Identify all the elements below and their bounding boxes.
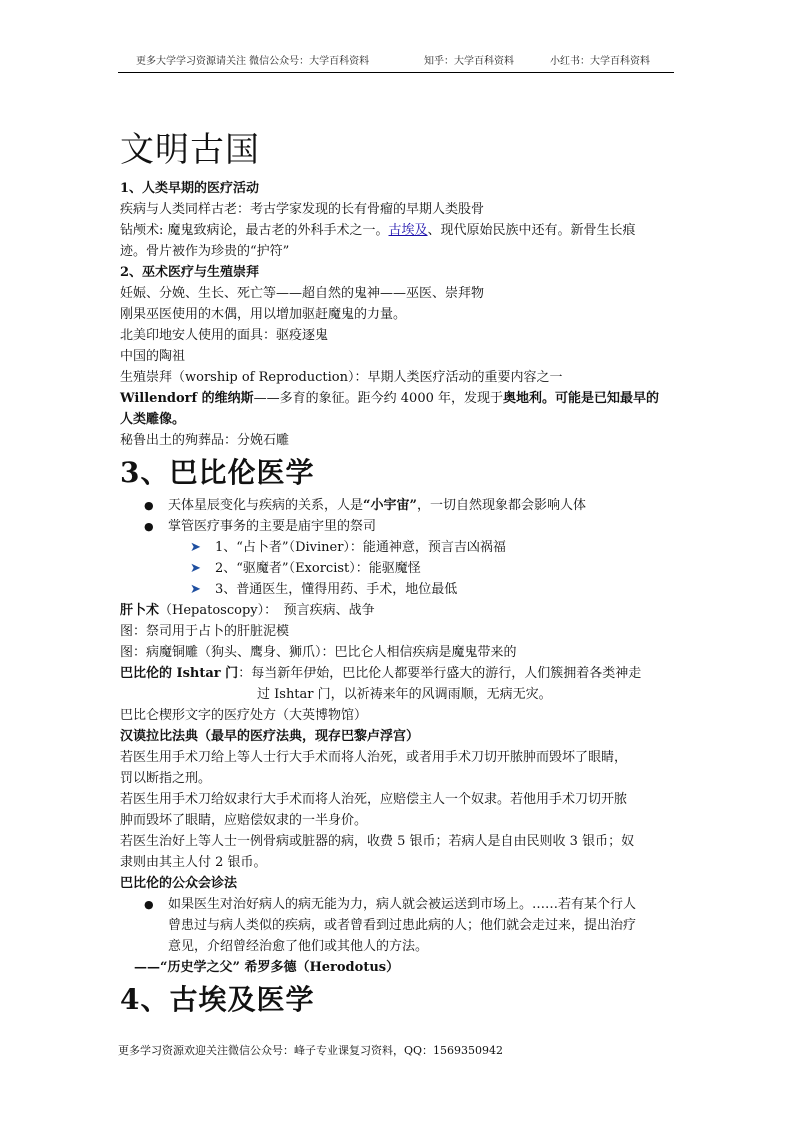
paragraph: 若医生治好上等人士一例骨病或脏器的病，收费 5 银币；若病人是自由民则收 3 银币；奴 [120, 834, 635, 849]
text: ，一切自然现象都会影响人体 [416, 498, 586, 513]
page-header [118, 48, 674, 73]
arrow-bullet-icon: ➤ [190, 561, 201, 576]
ancient-egypt-link[interactable]: 古埃及 [388, 223, 428, 238]
text: ：每当新年伊始，巴比伦人都要举行盛大的游行，人们簇拥着各类神走 [238, 666, 642, 681]
bullet-item [120, 495, 676, 516]
arrow-bullet-icon: ➤ [190, 582, 201, 597]
paragraph: 人类雕像。 [120, 412, 186, 427]
paragraph: 肿而毁坏了眼睛，应赔偿奴隶的一半身价。 [120, 813, 368, 828]
page-footer: 更多学习资源欢迎关注微信公众号：峰子专业课复习资料，QQ：1569350942 [118, 1044, 504, 1057]
sub-list-item [120, 579, 676, 600]
bullet-continuation: 曾患过与病人类似的疾病，或者曾看到过患此病的人；他们就会走过来，提出治疗 [168, 918, 637, 933]
section2-heading: 2、巫术医疗与生殖崇拜 [120, 265, 260, 280]
paragraph: 过 Ishtar 门，以祈祷来年的风调雨顺，无病无灾。 [257, 687, 552, 702]
text: 肝卜术 [120, 603, 160, 618]
paragraph: 生殖崇拜（worship of Reproduction）：早期人类医疗活动的重要内容之一 [120, 370, 563, 385]
section1-heading: 1、人类早期的医疗活动 [120, 181, 260, 196]
paragraph: 妊娠、分娩、生长、死亡等——超自然的鬼神——巫医、崇拜物 [120, 286, 485, 301]
section3-heading: 3、巴比伦医学 [120, 456, 315, 489]
paragraph [120, 663, 676, 684]
paragraph: 若医生用手术刀给上等人士行大手术而将人治死，或者用手术刀切开脓肿而毁坏了眼睛， [120, 750, 628, 765]
sub-list-item [120, 537, 676, 558]
paragraph: 图：病魔铜雕（狗头、鹰身、狮爪）：巴比仑人相信疾病是魔鬼带来的 [120, 645, 517, 660]
paragraph [120, 220, 676, 241]
bullet-continuation: 意见，介绍曾经治愈了他们或其他人的方法。 [168, 939, 429, 954]
document-body [120, 122, 676, 1022]
sub-list-item [120, 558, 676, 579]
header-xiaohongshu-text: 小红书：大学百科资料 [550, 56, 650, 67]
bullet-dot-icon: ● [144, 898, 154, 911]
bullet-dot-icon: ● [144, 499, 154, 512]
paragraph: 巴比仑楔形文字的医疗处方（大英博物馆） [120, 708, 368, 723]
paragraph: 若医生用手术刀给奴隶行大手术而将人治死，应赔偿主人一个奴隶。若他用手术刀切开脓 [120, 792, 628, 807]
bullet-item [120, 894, 676, 915]
page-title: 文明古国 [120, 130, 260, 170]
header-left-text: 更多大学学习资源请关注 微信公众号：大学百科资料 [136, 56, 370, 67]
paragraph: 秘鲁出土的殉葬品：分娩石雕 [120, 433, 290, 448]
text: “小宇宙” [363, 498, 417, 513]
text: 2、“驱魔者”（Exorcist）：能驱魔怪 [215, 561, 421, 576]
paragraph: 迹。骨片被作为珍贵的“护符” [120, 244, 290, 259]
text: 天体星辰变化与疾病的关系，人是 [168, 498, 364, 513]
quote-attribution: ——“历史学之父” 希罗多德（Herodotus） [134, 960, 400, 975]
text: 1、“占卜者”（Diviner）：能通神意，预言吉凶祸福 [215, 540, 506, 555]
text: ——多育的象征。距今约 4000 年，发现于 [253, 391, 503, 406]
text: 掌管医疗事务的主要是庙宇里的祭司 [168, 519, 377, 534]
section4-heading: 4、古埃及医学 [120, 983, 315, 1016]
paragraph: 中国的陶祖 [120, 349, 186, 364]
paragraph: 北美印地安人使用的面具：驱疫逐鬼 [120, 328, 329, 343]
text: 巴比伦的 Ishtar 门 [120, 666, 239, 681]
text: 3、普通医生，懂得用药、手术，地位最低 [215, 582, 458, 597]
text: 钻颅术: 魔鬼致病论，最古老的外科手术之一。 [120, 223, 389, 238]
paragraph [120, 388, 676, 409]
bullet-item [120, 516, 676, 537]
text: 奥地利 [503, 391, 543, 406]
paragraph: 隶则由其主人付 2 银币。 [120, 855, 267, 870]
bullet-dot-icon: ● [144, 520, 154, 533]
text: 。可能是已知最早的 [542, 391, 660, 406]
header-zhihu-text: 知乎：大学百科资料 [424, 56, 514, 67]
paragraph: 罚以断指之刑。 [120, 771, 212, 786]
paragraph: 疾病与人类同样古老：考古学家发现的长有骨瘤的早期人类股骨 [120, 202, 485, 217]
paragraph: 巴比伦的公众会诊法 [120, 876, 238, 891]
paragraph: 图：祭司用于占卜的肝脏泥模 [120, 624, 290, 639]
paragraph: 汉谟拉比法典（最早的医疗法典，现存巴黎卢浮宫） [120, 729, 420, 744]
text: （Hepatoscopy）： 预言疾病、战争 [159, 603, 375, 618]
paragraph: 刚果巫医使用的木偶，用以增加驱赶魔鬼的力量。 [120, 307, 407, 322]
paragraph [120, 600, 676, 621]
text: 如果医生对治好病人的病无能为力，病人就会被运送到市场上。……若有某个行人 [168, 897, 637, 912]
text: 、现代原始民族中还有。新骨生长痕 [427, 223, 636, 238]
text: Willendorf 的维纳斯 [120, 391, 254, 406]
arrow-bullet-icon: ➤ [190, 540, 201, 555]
